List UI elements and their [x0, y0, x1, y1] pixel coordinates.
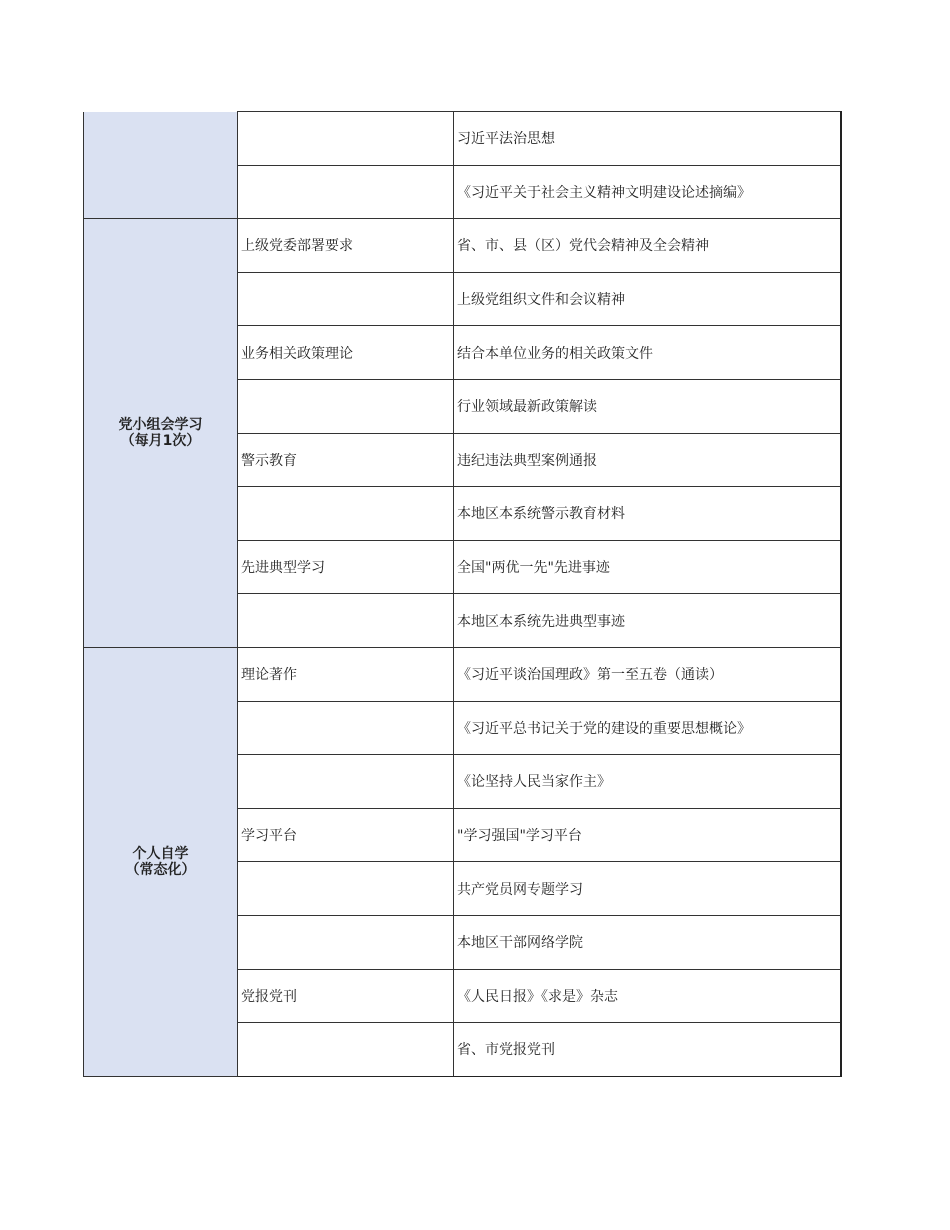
content-cell[interactable]: 本地区本系统警示教育材料 [454, 487, 842, 541]
subcategory-cell[interactable] [238, 1023, 454, 1077]
subcategory-cell[interactable] [238, 379, 454, 433]
category-cell[interactable] [84, 647, 238, 1076]
subcategory-cell[interactable]: 理论著作 [238, 647, 454, 701]
content-cell[interactable]: 行业领域最新政策解读 [454, 379, 842, 433]
content-cell[interactable]: 《习近平关于社会主义精神文明建设论述摘编》 [454, 165, 842, 219]
table-row [84, 112, 842, 166]
subcategory-cell[interactable]: 先进典型学习 [238, 540, 454, 594]
category-cell[interactable] [84, 219, 238, 648]
subcategory-cell[interactable]: 警示教育 [238, 433, 454, 487]
subcategory-cell[interactable] [238, 862, 454, 916]
subcategory-cell[interactable]: 业务相关政策理论 [238, 326, 454, 380]
content-cell[interactable]: 习近平法治思想 [454, 112, 842, 166]
subcategory-cell[interactable]: 上级党委部署要求 [238, 219, 454, 273]
category-cell[interactable] [84, 112, 238, 219]
subcategory-cell[interactable] [238, 915, 454, 969]
content-cell[interactable]: 本地区本系统先进典型事迹 [454, 594, 842, 648]
content-cell[interactable]: "学习强国"学习平台 [454, 808, 842, 862]
subcategory-cell[interactable] [238, 755, 454, 809]
category-frequency: （每月1次） [120, 433, 201, 450]
content-cell[interactable]: 《人民日报》《求是》杂志 [454, 969, 842, 1023]
category-frequency: （常态化） [125, 861, 196, 878]
category-label: 党小组会学习 [118, 417, 203, 434]
subcategory-cell[interactable]: 学习平台 [238, 808, 454, 862]
study-plan-sheet [83, 111, 842, 1077]
content-cell[interactable]: 《习近平总书记关于党的建设的重要思想概论》 [454, 701, 842, 755]
subcategory-cell[interactable]: 党报党刊 [238, 969, 454, 1023]
subcategory-cell[interactable] [238, 112, 454, 166]
content-cell[interactable]: 《习近平谈治国理政》第一至五卷（通读） [454, 647, 842, 701]
category-label: 个人自学 [132, 845, 189, 862]
table-row [84, 647, 842, 701]
content-cell[interactable]: 全国"两优一先"先进事迹 [454, 540, 842, 594]
content-cell[interactable]: 省、市党报党刊 [454, 1023, 842, 1077]
subcategory-cell[interactable] [238, 487, 454, 541]
subcategory-cell[interactable] [238, 272, 454, 326]
content-cell[interactable]: 违纪违法典型案例通报 [454, 433, 842, 487]
study-plan-table [83, 111, 842, 1077]
content-cell[interactable]: 省、市、县（区）党代会精神及全会精神 [454, 219, 842, 273]
subcategory-cell[interactable] [238, 594, 454, 648]
content-cell[interactable]: 共产党员网专题学习 [454, 862, 842, 916]
content-cell[interactable]: 《论坚持人民当家作主》 [454, 755, 842, 809]
subcategory-cell[interactable] [238, 165, 454, 219]
content-cell[interactable]: 上级党组织文件和会议精神 [454, 272, 842, 326]
table-row [84, 219, 842, 273]
content-cell[interactable]: 本地区干部网络学院 [454, 915, 842, 969]
subcategory-cell[interactable] [238, 701, 454, 755]
content-cell[interactable]: 结合本单位业务的相关政策文件 [454, 326, 842, 380]
